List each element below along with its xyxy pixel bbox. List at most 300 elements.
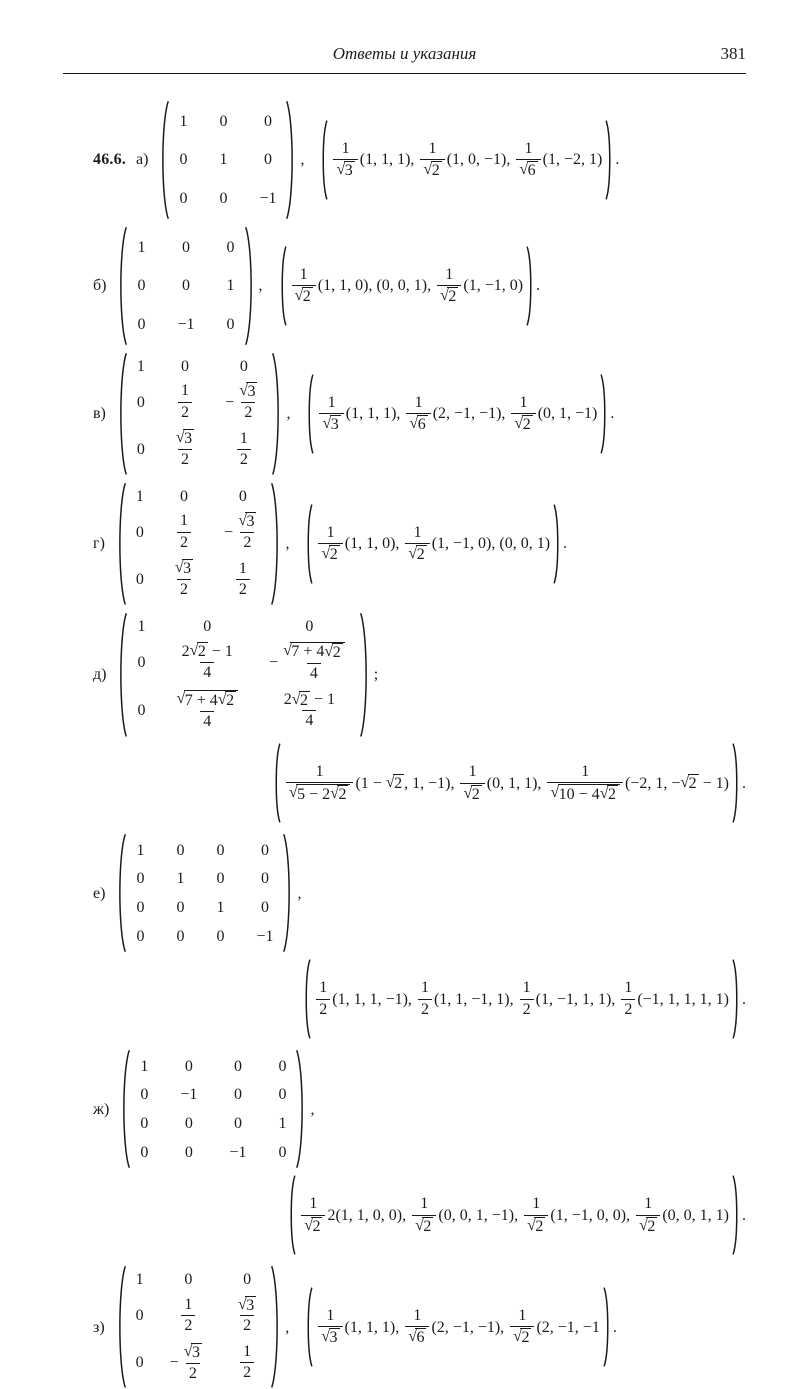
matrix-cell	[269, 641, 350, 684]
matrix-cell	[243, 1270, 251, 1289]
math-text: 0	[226, 239, 235, 257]
matrix-cell	[184, 1270, 192, 1289]
numerator	[297, 265, 311, 285]
radical-icon: √	[330, 785, 339, 803]
math-text: 3	[184, 430, 193, 448]
math-text: 1	[309, 1195, 318, 1213]
sqrt	[238, 512, 256, 531]
left-paren-icon	[273, 743, 281, 823]
radicand	[191, 1343, 202, 1362]
radical-icon: √	[239, 382, 248, 400]
math-text: 1	[243, 1343, 252, 1361]
radicand	[607, 785, 618, 804]
numerator	[418, 978, 432, 998]
math-text: 0	[216, 870, 225, 888]
matrix-cell	[227, 315, 235, 334]
math-text: 0	[260, 870, 269, 888]
fraction	[236, 381, 260, 423]
numerator	[181, 1295, 195, 1315]
sqrt	[680, 774, 698, 793]
math-text: (1, −1, 0), (0, 0, 1)	[431, 535, 551, 553]
radical-icon: √	[304, 1216, 313, 1234]
matrix-grid	[128, 612, 358, 738]
fraction	[636, 1194, 660, 1236]
numerator	[237, 429, 251, 449]
math-text: (−1, 1, 1, 1, 1)	[637, 990, 729, 1008]
math-text: 2	[300, 691, 308, 709]
math-text: 0	[184, 1271, 193, 1289]
sqrt	[330, 785, 348, 804]
matrix-cell	[136, 487, 144, 506]
matrix	[115, 833, 294, 953]
matrix-cell	[136, 1306, 144, 1325]
math-text: 0	[137, 702, 146, 720]
math-expression	[328, 120, 605, 200]
left-paren-icon	[279, 246, 287, 326]
matrix-cell	[227, 238, 235, 257]
math-text: , 1, −1),	[404, 774, 459, 792]
sqrt	[184, 1343, 202, 1362]
matrix-cell	[227, 276, 235, 295]
denominator	[511, 413, 535, 435]
eigenvector-basis	[279, 246, 541, 326]
radicand	[646, 1217, 657, 1236]
math-text: 2	[319, 1000, 328, 1018]
right-paren-icon	[282, 833, 294, 953]
math-text: (1 −	[355, 774, 386, 792]
math-text: 2	[283, 690, 292, 708]
math-text: (1, 1, 1),	[359, 151, 419, 169]
matrix-cell	[136, 1270, 144, 1289]
numerator	[641, 1194, 655, 1214]
item-label: а)	[136, 151, 149, 169]
math-text: 2	[243, 1364, 252, 1382]
numerator	[181, 1342, 205, 1363]
denominator	[237, 449, 251, 470]
matrix-cell	[238, 1342, 256, 1384]
math-text: 1	[519, 393, 528, 411]
math-text: 1	[428, 139, 437, 157]
sqrt	[527, 1217, 545, 1236]
matrix-cell	[219, 150, 227, 169]
numerator	[621, 978, 635, 998]
radicand	[245, 1296, 256, 1315]
answer-item-g	[63, 482, 746, 606]
paren-group	[305, 1287, 611, 1367]
item-label: б)	[93, 277, 107, 295]
fraction	[406, 393, 430, 435]
math-expression	[313, 1287, 603, 1367]
numerator	[339, 139, 353, 159]
numerator	[426, 139, 440, 159]
radicand	[447, 287, 458, 306]
radicand	[415, 1328, 426, 1347]
eigenvector-basis	[288, 1175, 746, 1255]
sqrt	[175, 559, 193, 578]
fraction	[177, 511, 191, 553]
math-text: 2	[535, 1217, 544, 1235]
fraction	[318, 523, 342, 565]
matrix-cell	[185, 1057, 193, 1076]
running-title: Ответы и указания	[332, 44, 477, 63]
matrix-cell	[137, 617, 145, 636]
eigenvector-basis	[306, 374, 614, 454]
math-text: 1	[181, 382, 190, 400]
math-text: 0	[137, 277, 146, 295]
matrix-cell	[137, 238, 145, 257]
denominator	[286, 782, 354, 805]
radicand	[330, 415, 341, 434]
math-text: (1, −1, 0, 0),	[550, 1206, 635, 1224]
matrix-cell	[259, 189, 276, 208]
math-text: (2, −1, −1	[536, 1318, 600, 1336]
denominator	[460, 783, 484, 805]
end-punctuation: .	[536, 277, 541, 295]
matrix-cell	[136, 1353, 144, 1372]
sqrt	[322, 415, 340, 434]
numerator	[236, 559, 250, 579]
matrix-cell	[234, 1085, 242, 1104]
answer-item-a	[63, 100, 746, 220]
fraction	[240, 1342, 254, 1384]
left-paren-icon	[116, 352, 128, 476]
matrix-cell	[224, 511, 261, 553]
numerator	[172, 558, 196, 579]
math-text: 3	[344, 162, 353, 180]
math-expression	[296, 1175, 732, 1255]
matrix-cell	[176, 841, 184, 860]
radical-icon: √	[423, 161, 433, 179]
math-text: (2, −1, −1),	[432, 405, 510, 423]
matrix-cell	[185, 1143, 193, 1162]
math-text: 6	[416, 1329, 425, 1347]
matrix-grid	[127, 833, 282, 953]
paren-group	[288, 1175, 740, 1255]
radical-icon: √	[385, 773, 395, 791]
math-text: 1	[216, 899, 225, 917]
math-text: 2	[624, 1000, 633, 1018]
denominator	[241, 402, 255, 423]
radicand	[329, 1328, 340, 1347]
radicand	[520, 1328, 531, 1347]
radicand	[337, 785, 348, 804]
math-text: 1	[176, 870, 185, 888]
fraction	[280, 641, 348, 684]
right-paren-icon	[270, 1265, 282, 1389]
math-text: 0	[238, 487, 247, 505]
right-paren-icon	[271, 352, 283, 476]
math-text: 7 + 4	[291, 643, 325, 661]
matrix-cell	[137, 357, 145, 376]
radicand	[246, 382, 257, 401]
math-text: 2	[312, 1217, 321, 1235]
denominator	[524, 1215, 548, 1237]
radical-icon: √	[336, 161, 346, 179]
radical-icon: √	[322, 415, 332, 433]
math-text: 2	[394, 774, 403, 792]
radicand	[329, 545, 340, 564]
matrix-cell	[278, 1057, 286, 1076]
matrix-cell	[233, 1295, 261, 1337]
math-expression	[281, 743, 732, 823]
radicand	[332, 643, 343, 662]
matrix-cell	[136, 523, 144, 542]
radical-icon: √	[599, 785, 609, 803]
end-punctuation: .	[610, 405, 615, 423]
matrix-grid	[128, 352, 272, 476]
numerator	[529, 1194, 543, 1214]
math-text: 2	[181, 642, 190, 660]
radicand	[688, 774, 699, 793]
denominator	[240, 1315, 254, 1336]
left-paren-icon	[305, 504, 313, 584]
sqrt	[324, 643, 342, 662]
fraction	[316, 978, 330, 1020]
math-text: (1, −1, 1, 1),	[535, 990, 620, 1008]
page-number: 381	[720, 44, 746, 63]
math-text: 2	[184, 1317, 193, 1335]
matrix-cell	[140, 1057, 148, 1076]
math-text: 0	[176, 927, 185, 945]
math-text: 2	[244, 404, 253, 422]
matrix-cell	[235, 429, 253, 471]
sqrt	[514, 415, 532, 434]
math-text: 0	[233, 1086, 242, 1104]
matrix-cell	[216, 841, 224, 860]
separator: ,	[285, 1318, 290, 1336]
paren-group	[273, 743, 740, 823]
math-text: 0	[219, 189, 228, 207]
matrix-cell	[264, 150, 272, 169]
numerator	[280, 641, 348, 663]
radical-icon: √	[294, 287, 304, 305]
fraction	[286, 762, 354, 805]
math-text: 4	[305, 712, 314, 730]
radical-icon: √	[238, 511, 247, 529]
math-text: 1	[140, 1057, 149, 1075]
sqrt	[408, 545, 426, 564]
right-paren-icon	[359, 612, 371, 738]
math-text: −1	[259, 189, 277, 207]
answer-item-z	[63, 1265, 746, 1389]
paren-group	[320, 120, 613, 200]
matrix-cell	[203, 617, 211, 636]
math-text: 0	[137, 653, 146, 671]
left-paren-icon	[320, 120, 328, 200]
matrix-cell	[179, 189, 187, 208]
numerator	[411, 523, 425, 543]
fraction	[511, 393, 535, 435]
end-punctuation: .	[742, 1206, 746, 1224]
math-text: 0	[135, 1307, 144, 1325]
math-text: 0	[226, 315, 235, 333]
math-text: (0, 1, −1)	[537, 405, 598, 423]
fraction	[516, 139, 540, 181]
math-expression	[287, 246, 527, 326]
math-text: 2(1, 1, 0, 0),	[327, 1206, 411, 1224]
item-label: д)	[93, 665, 107, 683]
matrix-cell	[225, 381, 262, 423]
math-text: 1	[420, 979, 429, 997]
matrix-cell	[175, 511, 193, 553]
end-punctuation: .	[612, 1318, 617, 1336]
numerator	[177, 511, 191, 531]
matrix-cell	[240, 357, 248, 376]
matrix-cell	[261, 869, 269, 888]
matrix-cell	[177, 641, 238, 683]
end-punctuation: .	[615, 151, 620, 169]
sqrt	[239, 382, 257, 401]
math-text: −1	[177, 315, 195, 333]
math-text: −	[169, 1354, 179, 1372]
radicand	[225, 691, 236, 710]
math-text: 1	[326, 1307, 335, 1325]
math-text: −	[269, 653, 279, 671]
matrix-cell	[177, 315, 194, 334]
fraction	[173, 689, 241, 732]
fraction	[412, 1194, 436, 1236]
right-paren-icon	[526, 246, 534, 326]
matrix-grid	[131, 1049, 295, 1169]
matrix-grid	[170, 100, 285, 220]
math-text: 3	[191, 1343, 200, 1361]
fraction	[301, 1194, 325, 1236]
math-text: 1	[219, 151, 228, 169]
matrix-cell	[234, 559, 252, 601]
eigenvector-basis	[305, 504, 567, 584]
math-text: 1	[420, 1195, 429, 1213]
math-text: 0	[179, 189, 188, 207]
matrix-cell	[219, 112, 227, 131]
radical-icon: √	[237, 1295, 247, 1313]
math-text: 1	[445, 265, 454, 283]
math-text: 3	[330, 416, 339, 434]
math-text: 0	[260, 841, 269, 859]
left-paren-icon	[306, 374, 314, 454]
end-punctuation: .	[742, 990, 746, 1008]
math-text: 2	[416, 545, 425, 563]
sqrt	[440, 287, 458, 306]
numerator	[578, 762, 592, 782]
math-text: 1	[137, 239, 146, 257]
matrix-cell	[171, 689, 243, 732]
sqrt	[415, 1217, 433, 1236]
matrix-cell	[234, 1057, 242, 1076]
denominator	[516, 159, 540, 181]
left-paren-icon	[119, 1049, 131, 1169]
math-text: 2	[332, 643, 341, 661]
denominator	[412, 1215, 436, 1237]
sqrt	[639, 1217, 657, 1236]
math-text: 2	[239, 451, 248, 469]
matrix-cell	[136, 898, 144, 917]
radical-icon: √	[321, 1328, 331, 1346]
math-text: 1	[299, 265, 308, 283]
math-text: 2	[647, 1217, 656, 1235]
right-paren-icon	[603, 1287, 611, 1367]
fraction	[181, 1295, 195, 1337]
fraction	[405, 1306, 429, 1348]
denominator	[292, 285, 316, 307]
left-paren-icon	[158, 100, 170, 220]
math-text: 6	[417, 416, 426, 434]
numerator	[179, 641, 236, 662]
numerator	[323, 1306, 337, 1326]
radicand	[311, 1217, 322, 1236]
matrix-cell	[278, 1114, 286, 1133]
item-label: в)	[93, 405, 106, 423]
radical-icon: √	[514, 415, 524, 433]
fraction	[235, 1295, 259, 1337]
radical-icon: √	[408, 1328, 417, 1346]
math-text: 1	[239, 429, 248, 447]
math-text: 1	[238, 559, 247, 577]
math-text: 2	[180, 533, 189, 551]
numerator	[235, 511, 259, 532]
math-text: 2	[302, 288, 311, 306]
separator: ,	[286, 405, 291, 423]
fraction	[236, 559, 250, 601]
matrix	[119, 1049, 307, 1169]
math-text: (1, −1, 0)	[463, 277, 524, 295]
sqrt	[289, 784, 351, 804]
item-label: е)	[93, 884, 106, 902]
numerator	[236, 381, 260, 402]
numerator	[316, 978, 330, 998]
math-text: 1	[413, 1307, 422, 1325]
radical-icon: √	[409, 415, 419, 433]
matrix-cell	[140, 1085, 148, 1104]
matrix-cell	[136, 869, 144, 888]
matrix-cell	[176, 927, 184, 946]
radical-icon: √	[189, 642, 199, 660]
numerator	[173, 689, 241, 711]
math-text: 1	[524, 139, 533, 157]
denominator	[200, 711, 214, 732]
denominator	[333, 159, 357, 181]
fraction	[510, 1306, 534, 1348]
separator: ,	[285, 535, 290, 553]
math-text: 1	[315, 762, 324, 780]
math-text: 1	[278, 1115, 287, 1133]
fraction	[178, 381, 192, 423]
matrix-cell	[171, 428, 199, 470]
matrix-cell	[256, 927, 273, 946]
matrix-cell	[264, 112, 272, 131]
sqrt	[190, 642, 208, 661]
vectors-line-e	[63, 959, 746, 1039]
denominator	[437, 285, 461, 307]
numerator	[281, 690, 338, 711]
fraction	[437, 265, 461, 307]
math-text: 1	[180, 512, 189, 530]
fraction	[520, 978, 534, 1020]
math-text: 2	[522, 1000, 531, 1018]
math-text: 0	[203, 617, 212, 635]
denominator	[186, 1363, 200, 1384]
math-text: 2	[181, 403, 190, 421]
sqrt	[386, 774, 404, 793]
radicand	[183, 429, 194, 448]
sqrt	[408, 1328, 426, 1347]
math-text: 0	[140, 1115, 149, 1133]
sqrt	[519, 161, 537, 180]
numerator	[178, 381, 192, 401]
math-text: (1, −2, 1)	[542, 151, 603, 169]
math-text: 0	[260, 899, 269, 917]
denominator	[510, 1326, 534, 1348]
paren-group	[279, 246, 535, 326]
